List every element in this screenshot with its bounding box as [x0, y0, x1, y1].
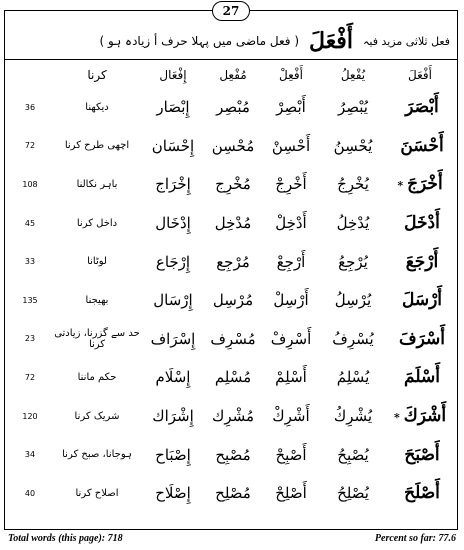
past-tense-cell [386, 88, 454, 127]
participle-text: مُحْسِن [211, 136, 255, 155]
imperative-text: أَبْصِرْ [276, 98, 306, 117]
present-tense-cell [320, 435, 386, 474]
meaning-cell [52, 435, 142, 474]
imperative-text: أَصْلِحْ [275, 484, 307, 503]
imperative-text: أَصْبِحْ [275, 445, 307, 464]
masdar-text: إِصْبَاح [155, 445, 191, 464]
column-header-masdar: إِفْعَال [159, 68, 187, 82]
masdar-cell [142, 242, 204, 281]
participle-cell [204, 204, 262, 243]
masdar-cell [142, 320, 204, 359]
table-row [8, 435, 454, 474]
participle-cell [204, 127, 262, 166]
meaning-text: دیکھنا [85, 101, 109, 113]
participle-cell [204, 358, 262, 397]
past-tense-cell [386, 320, 454, 359]
word-count-cell [8, 88, 52, 127]
masdar-cell [142, 474, 204, 513]
meaning-text: باہر نکالنا [76, 178, 118, 190]
word-count-text: 135 [22, 295, 38, 305]
masdar-cell [142, 358, 204, 397]
present-tense-cell [320, 127, 386, 166]
past-tense-text: أَدْخَلَ [404, 213, 440, 234]
masdar-text: إِسْلَام [155, 368, 191, 387]
column-header-present: يُفْعِلُ [340, 68, 366, 82]
masdar-text: إِبْصَار [156, 98, 190, 117]
section-header [4, 22, 458, 60]
past-tense-cell [386, 358, 454, 397]
present-tense-text: يُبْصِرُ [338, 98, 368, 117]
table-row [8, 204, 454, 243]
masdar-text: إِرْسَال [153, 291, 193, 310]
imperative-cell [262, 320, 320, 359]
past-tense-cell [386, 435, 454, 474]
imperative-cell [262, 242, 320, 281]
table-row [8, 281, 454, 320]
present-tense-text: يُخْرِجُ [337, 175, 369, 194]
word-count-text: 72 [24, 141, 36, 151]
column-header-row [8, 62, 454, 88]
header-note: ( فعل ماضی میں پہلا حرف أ زیادہ ہو ) [99, 34, 300, 48]
imperative-text: أَحْسِنْ [271, 136, 311, 155]
masdar-text: إِصْلَاح [155, 484, 191, 503]
present-tense-text: يُسْلِمُ [336, 368, 370, 387]
participle-cell [204, 281, 262, 320]
meaning-cell [52, 165, 142, 204]
participle-text: مُخْرِج [215, 175, 251, 194]
meaning-text: حکم ماننا [77, 371, 117, 383]
masdar-text: إِسْرَاف [150, 329, 196, 348]
table-row [8, 474, 454, 513]
imperative-cell [262, 204, 320, 243]
past-tense-text: أَخْرَجَ [407, 174, 443, 195]
word-count-text: 72 [24, 372, 36, 382]
table-row [8, 397, 454, 436]
present-tense-text: يُصْلِحُ [337, 484, 369, 503]
masdar-text: إِشْرَاك [152, 407, 194, 426]
masdar-text: إِرْجَاع [155, 252, 191, 271]
table-row [8, 165, 454, 204]
past-tense-text: أَرْسَلَ [401, 290, 443, 311]
word-count-cell [8, 204, 52, 243]
masdar-cell [142, 435, 204, 474]
meaning-cell [52, 320, 142, 359]
meaning-cell [52, 474, 142, 513]
page-number: 27 [212, 1, 250, 21]
meaning-cell [52, 358, 142, 397]
present-tense-text: يُصْبِحُ [337, 445, 369, 464]
column-header-past: أَفْعَلَ [408, 68, 432, 82]
past-tense-cell [386, 397, 454, 436]
present-tense-cell [320, 474, 386, 513]
present-tense-cell [320, 204, 386, 243]
participle-text: مُدْخِل [214, 214, 252, 233]
column-header-count [8, 62, 52, 88]
imperative-text: أَرْجِعْ [276, 252, 306, 271]
participle-text: مُرْجِع [216, 252, 250, 271]
participle-cell [204, 474, 262, 513]
word-count-cell [8, 474, 52, 513]
present-tense-cell [320, 242, 386, 281]
word-count-cell [8, 165, 52, 204]
meaning-cell [52, 281, 142, 320]
present-tense-cell [320, 165, 386, 204]
imperative-cell [262, 435, 320, 474]
participle-text: مُصْبِح [215, 445, 251, 464]
imperative-text: أَسْلِمْ [275, 368, 307, 387]
imperative-text: أَدْخِلْ [275, 214, 307, 233]
participle-text: مُبْصِر [216, 98, 250, 117]
past-tense-cell [386, 474, 454, 513]
meaning-text: داخل کرنا [76, 217, 118, 229]
header-form: أَفْعَلَ [309, 28, 353, 54]
word-count-text: 36 [24, 102, 36, 112]
participle-text: مُصْلِح [215, 484, 251, 503]
imperative-cell [262, 281, 320, 320]
meaning-text: لوٹانا [87, 256, 107, 268]
table-row [8, 127, 454, 166]
word-count-cell [8, 320, 52, 359]
past-tense-text: أَصْلَحَ [404, 483, 440, 504]
header-label: فعل ثلاثی مزید فیہ [362, 34, 450, 48]
masdar-text: إِدْخَال [155, 214, 191, 233]
word-count-cell [8, 242, 52, 281]
word-count-cell [8, 358, 52, 397]
participle-text: مُسْلِم [214, 368, 252, 387]
past-tense-cell [386, 127, 454, 166]
imperative-cell [262, 358, 320, 397]
table-row [8, 320, 454, 359]
past-tense-text: أَشْرَكَ [403, 406, 447, 427]
present-tense-text: يُرْسِلُ [334, 291, 372, 310]
masdar-cell [142, 127, 204, 166]
meaning-text: حد سے گزرنا، زیادتی کرنا [54, 327, 140, 350]
meaning-cell [52, 88, 142, 127]
participle-cell [204, 435, 262, 474]
masdar-cell [142, 397, 204, 436]
imperative-cell [262, 397, 320, 436]
participle-cell [204, 397, 262, 436]
table-row [8, 242, 454, 281]
word-count-text: 23 [24, 334, 36, 344]
present-tense-cell [320, 281, 386, 320]
word-count-text: 45 [24, 218, 36, 228]
meaning-text: اصلاح کرنا [75, 487, 119, 499]
star-mark: * [397, 179, 404, 193]
word-count-text: 108 [22, 179, 38, 189]
meaning-text: شریک کرنا [74, 410, 120, 422]
imperative-text: أَرْسِلْ [273, 291, 309, 310]
word-count-cell [8, 397, 52, 436]
present-tense-cell [320, 358, 386, 397]
present-tense-text: يُسْرِفُ [332, 329, 374, 348]
present-tense-text: يُرْجِعُ [338, 252, 368, 271]
conjugation-table [8, 62, 454, 513]
participle-cell [204, 88, 262, 127]
meaning-cell [52, 242, 142, 281]
masdar-cell [142, 165, 204, 204]
meaning-text: بھیجنا [85, 294, 109, 306]
masdar-text: إِحْسَان [151, 136, 195, 155]
imperative-cell [262, 165, 320, 204]
meaning-cell [52, 204, 142, 243]
participle-cell [204, 165, 262, 204]
past-tense-cell [386, 281, 454, 320]
past-tense-text: أَسْلَمَ [404, 367, 440, 388]
participle-text: مُسْرِف [210, 329, 256, 348]
word-count-text: 33 [24, 257, 36, 267]
meaning-cell [52, 397, 142, 436]
present-tense-text: يُحْسِنُ [333, 136, 373, 155]
participle-cell [204, 242, 262, 281]
column-header-meaning: کرنا [87, 68, 107, 82]
imperative-text: أَسْرِفْ [270, 329, 312, 348]
imperative-text: أَشْرِكْ [272, 407, 310, 426]
word-count-cell [8, 127, 52, 166]
column-header-participle: مُفْعِل [219, 68, 247, 82]
word-count-text: 34 [24, 450, 36, 460]
imperative-text: أَخْرِجْ [275, 175, 307, 194]
participle-cell [204, 320, 262, 359]
word-count-cell [8, 435, 52, 474]
star-mark: * [393, 411, 400, 425]
meaning-cell [52, 127, 142, 166]
word-count-text: 40 [24, 488, 36, 498]
past-tense-text: أَحْسَنَ [400, 135, 444, 156]
masdar-cell [142, 88, 204, 127]
word-count-text: 120 [22, 411, 38, 421]
participle-text: مُشْرِك [211, 407, 255, 426]
participle-text: مُرْسِل [212, 291, 254, 310]
past-tense-cell [386, 204, 454, 243]
word-count-cell [8, 281, 52, 320]
past-tense-text: أَبْصَرَ [405, 97, 439, 118]
past-tense-text: أَصْبَحَ [404, 444, 440, 465]
masdar-cell [142, 281, 204, 320]
present-tense-text: يُشْرِكُ [333, 407, 373, 426]
meaning-text: اچھی طرح کرنا [64, 140, 130, 152]
present-tense-cell [320, 88, 386, 127]
meaning-text: ہوجانا، صبح کرنا [62, 449, 132, 461]
masdar-text: إِخْرَاج [155, 175, 191, 194]
table-row [8, 88, 454, 127]
imperative-cell [262, 127, 320, 166]
header-title [100, 26, 450, 56]
present-tense-text: يُدْخِلُ [336, 214, 370, 233]
past-tense-text: أَسْرَفَ [399, 328, 445, 349]
percent-so-far: Percent so far: 77.6 [374, 533, 456, 544]
total-words: Total words (this page): 718 [8, 533, 123, 544]
past-tense-text: أَرْجَعَ [405, 251, 439, 272]
imperative-cell [262, 88, 320, 127]
column-header-imperative: أَفْعِلْ [279, 68, 303, 82]
past-tense-cell [386, 242, 454, 281]
present-tense-cell [320, 397, 386, 436]
past-tense-cell [386, 165, 454, 204]
table-row [8, 358, 454, 397]
masdar-cell [142, 204, 204, 243]
imperative-cell [262, 474, 320, 513]
present-tense-cell [320, 320, 386, 359]
